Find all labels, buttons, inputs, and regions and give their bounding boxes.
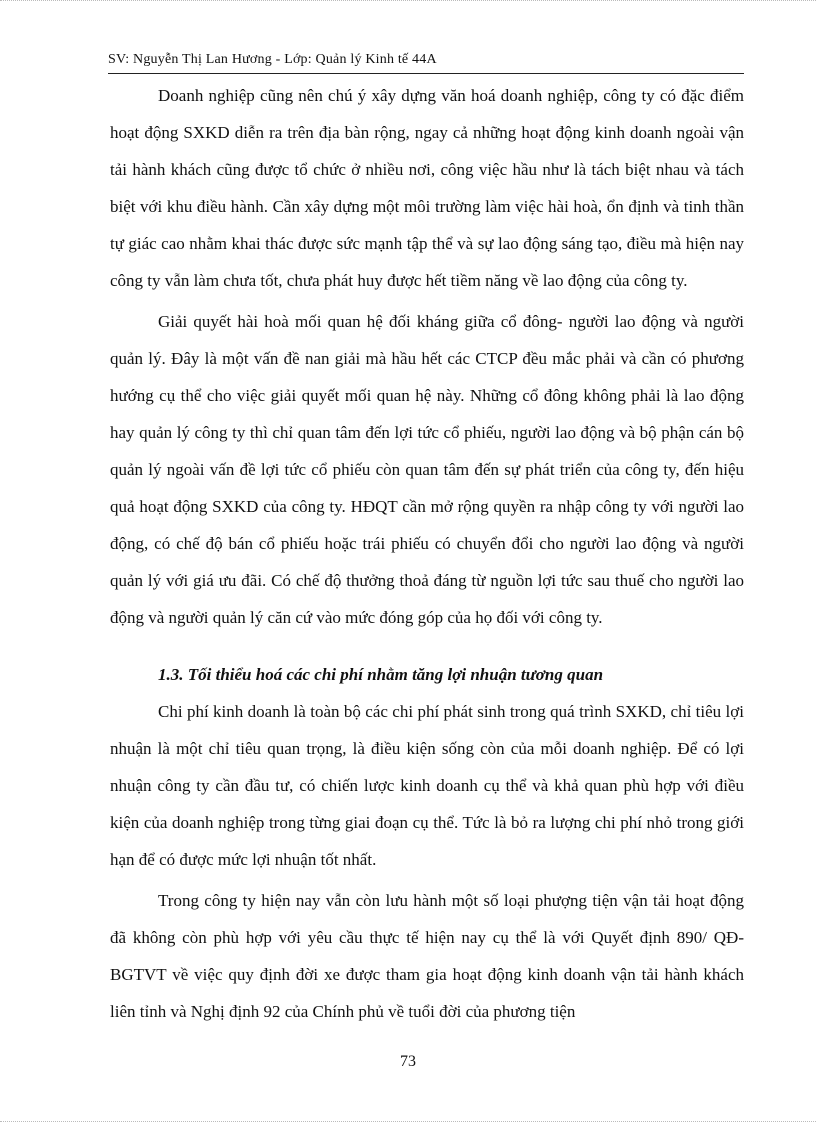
paragraph-shareholders: Giải quyết hài hoà mối quan hệ đối kháng giữa cổ đông- người lao động và người quản lý. Đây là một vấn đề nan giải mà hầu hết các CTCP đều mắc phải và cần có phương hướng cụ thể cho việc giải quyết mối quan hệ này. Những cổ đông không phải là lao động hay quản lý công ty thì chỉ quan tâm đến lợi tức cổ phiếu, người lao động và bộ phận cán bộ quản lý ngoài vấn đề lợi tức cổ phiếu còn quan tâm đến sự phát triển của công ty, đến hiệu quả hoạt động SXKD của công ty. HĐQT cần mở rộng quyền ra nhập công ty với người lao động, có chế độ bán cổ phiếu hoặc trái phiếu có chuyển đổi cho người lao động và người quản lý với giá ưu đãi. Có chế độ thưởng thoả đáng từ nguồn lợi tức sau thuế cho người lao động và người quản lý căn cứ vào mức đóng góp của họ đối với công ty. xyxy=(110,312,744,627)
page-number: 73 xyxy=(400,1053,416,1070)
paragraph-costs: Chi phí kinh doanh là toàn bộ các chi phí phát sinh trong quá trình SXKD, chỉ tiêu lợi nhuận là một chỉ tiêu quan trọng, là điều kiện sống còn của mỗi doanh nghiệp. Để có lợi nhuận công ty cần đầu tư, có chiến lược kinh doanh cụ thể và khả quan phù hợp với điều kiện của doanh nghiệp trong từng giai đoạn cụ thể. Tức là bỏ ra lượng chi phí nhỏ trong giới hạn để có được mức lợi nhuận tốt nhất. xyxy=(110,702,744,869)
paragraph-vehicles: Trong công ty hiện nay vẫn còn lưu hành một số loại phượng tiện vận tải hoạt động đã không còn phù hợp với yêu cầu thực tế hiện nay cụ thể là với Quyết định 890/ QĐ-BGTVT về việc quy định đời xe được tham gia hoạt động kinh doanh vận tải hành khách liên tỉnh và Nghị định 92 của Chính phủ về tuổi đời của phương tiện xyxy=(110,891,744,1021)
body-text xyxy=(110,77,744,1030)
paragraph-culture: Doanh nghiệp cũng nên chú ý xây dựng văn hoá doanh nghiệp, công ty có đặc điểm hoạt động SXKD diễn ra trên địa bàn rộng, ngay cả những hoạt động kinh doanh ngoài vận tải hành khách cũng được tổ chức ở nhiều nơi, công việc hầu như là tách biệt nhau và tách biệt với khu điều hành. Cần xây dựng một môi trường làm việc hài hoà, ổn định và tinh thần tự giác cao nhằm khai thác được sức mạnh tập thể và sự lao động sáng tạo, điều mà hiện nay công ty vẫn làm chưa tốt, chưa phát huy được hết tiềm năng về lao động của công ty. xyxy=(110,86,744,290)
running-header: SV: Nguyễn Thị Lan Hương - Lớp: Quản lý Kinh tế 44A xyxy=(108,52,437,67)
header-rule xyxy=(108,73,744,74)
page-bottom-border xyxy=(0,1121,816,1122)
section-heading: 1.3. Tối thiểu hoá các chi phí nhằm tăng lợi nhuận tương quan xyxy=(158,665,604,684)
